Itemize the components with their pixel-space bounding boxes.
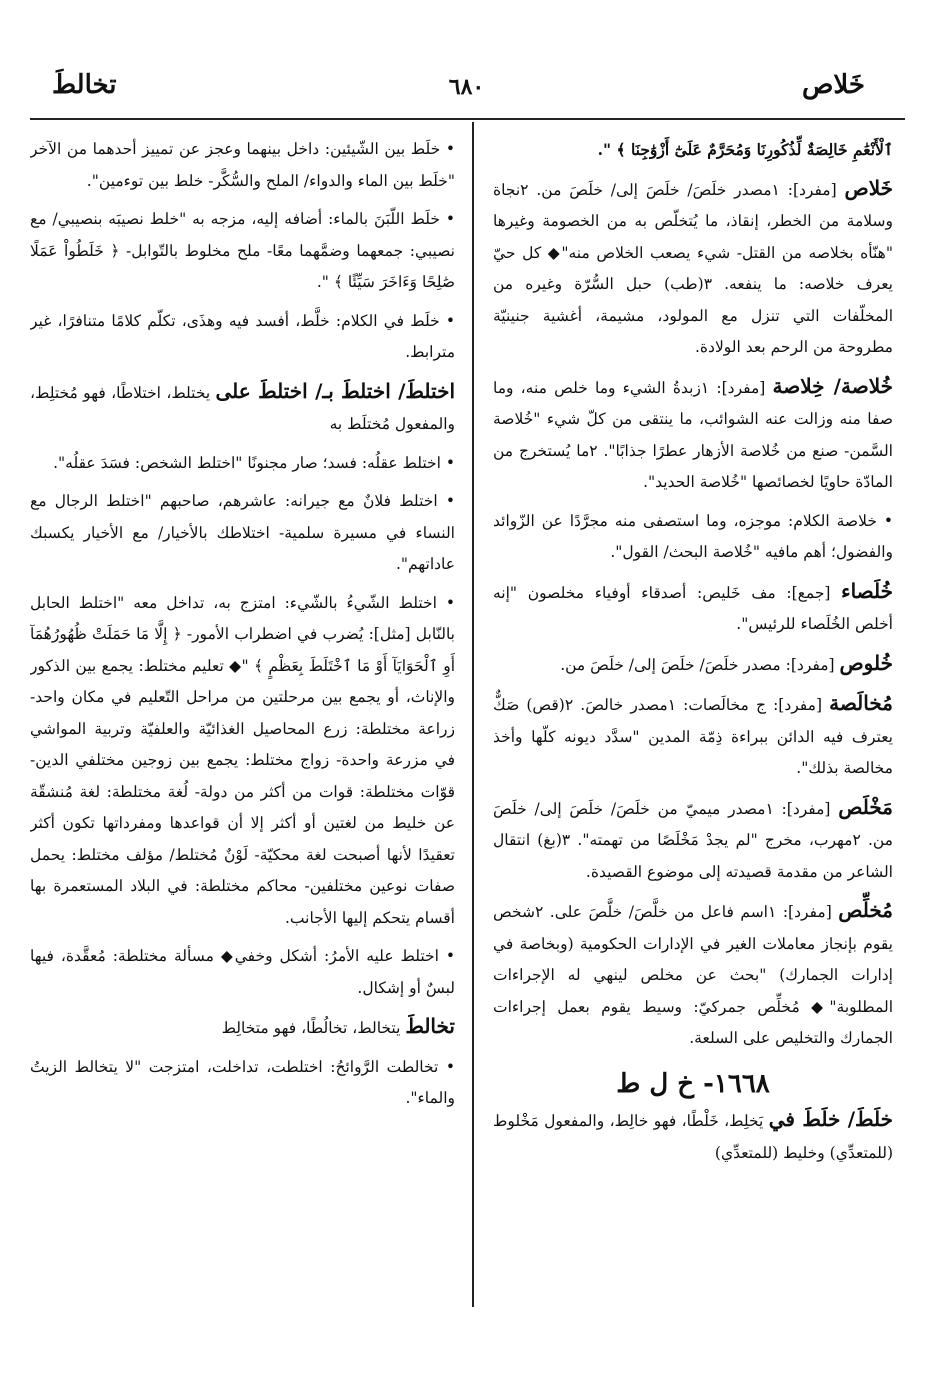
entry-definition: يتخالط، تخالُطًا، فهو متخالِط	[221, 1019, 406, 1037]
sub-entry: • خلَط اللّبَنَ بالماء: أضافه إليه، مزجه به "خلط نصيبَه بنصيبي/ مع نصيبي: جمعهما وضمَّهما معًا- ملح مخلوط بالتّوابل- ﴿ خَلَطُواْ عَمَلًا صَٰلِحًا وَءَاخَرَ سَيِّئًا ﴾ ".	[30, 210, 455, 291]
entry-headword: اختلطَ/ اختلطَ بـ/ اختلطَ على	[215, 378, 455, 403]
dictionary-entry	[493, 576, 893, 641]
page-number: ٦٨٠	[448, 74, 485, 100]
header-rule	[30, 118, 905, 120]
dictionary-entry	[493, 895, 893, 1055]
sub-entry: • تخالطت الرَّوائحُ: اختلطت، تداخلت، امتزجت "لا يتخالط الزيتُ والماء".	[30, 1057, 455, 1107]
entry-definition: يختلط، اختلاطًا، فهو مُختلِط، والمفعول مُختلَط به	[30, 383, 455, 433]
entry-headword: مَخْلَص	[838, 794, 893, 819]
sub-entry: • اختلط عليه الأمرُ: أشكل وخفي◆ مسألة مختلطة: مُعقَّدة، فيها لبسٌ أو إشكال.	[30, 947, 455, 997]
entry-definition: [مفرد]: ج مخالَصات: ١مصدر خالصَ. ٢(قص) صَكٌّ يعترف فيه الدائن ببراءة ذِمّة المدين "سدَّد ديونه كلّها وأخذ مخالصة بذلك".	[493, 696, 893, 777]
entry-definition: [مفرد]: ١اسم فاعل من خلَّصَ/ خلَّصَ على. ٢شخص يقوم بإنجاز معاملات الغير في الإدارات الحكومية (وبخاصة في إدارات الجمارك) "بحث عن مخلص لينهي له الإجراءات المطلوبة"◆ مُخلِّص جمركيّ: وسيط يقوم بعمل إجراءات الجمارك والتخليص على السلعة.	[493, 903, 893, 1047]
dictionary-entry	[493, 371, 893, 499]
entry-headword: خلَطَ/ خلَطَ في	[768, 1107, 893, 1131]
column-divider	[472, 122, 474, 1307]
entry-definition: [جمع]: مف خَليص: أصدقاء أوفياء مخلصون "إنه أخلص الخُلَصاء للرئيس".	[493, 583, 893, 633]
entry-headword: تخالطَ	[405, 1014, 455, 1038]
entry-headword: مُخالَصة	[829, 691, 893, 715]
dictionary-entry	[493, 648, 893, 682]
sub-entry: • اختلط فلانٌ مع جيرانه: عاشرهم، صاحبهم "اختلط الرجال مع النساء في مسيرة سلمية- اختلاطك بالأخيار/ مع الأخيار يكسبك عاداتهم".	[30, 492, 455, 573]
dictionary-entry	[493, 792, 893, 889]
dictionary-entry	[30, 376, 455, 441]
entry-headword: خُلوص	[839, 650, 893, 675]
entry-headword: خَلاص	[844, 175, 893, 200]
root-heading: ١٦٦٨- خ ل ط	[616, 1068, 770, 1099]
page-header	[40, 70, 893, 110]
entry-definition: [مفرد]: ١مصدر ميميّ من خلَصَ/ خلَصَ إلى/ خلَصَ من. ٢مهرب، مخرج "لم يجدْ مَخْلَصًا من تهمته". ٣(بغ) انتقال الشاعر من مقدمة قصيدته إلى موضوع القصيدة.	[493, 799, 893, 881]
sub-entry: • خلاصة الكلام: موجزه، وما استصفى منه مجرَّدًا عن الزّوائد والفضول؛ أهم مافيه "خُلاصة البحث/ القول".	[493, 511, 893, 561]
entry-headword: خُلَصاء	[841, 578, 893, 603]
dictionary-entry	[493, 173, 893, 364]
dictionary-entry	[493, 688, 893, 785]
header-guide-word-left: تخالطَ	[52, 70, 117, 100]
right-column	[493, 134, 893, 1314]
quran-quote: ٱلْأَنْعَٰمِ خَالِصَةٌ لِّذُكُورِنَا وَمُحَرَّمٌ عَلَىٰٓ أَزْوَٰجِنَا ﴾ ".	[597, 140, 893, 159]
entry-definition: [مفرد]: مصدر خلَصَ/ خلَصَ إلى/ خلَصَ من.	[560, 655, 840, 674]
dictionary-entry	[493, 1104, 893, 1169]
header-guide-word-right: خَلاص	[801, 70, 865, 100]
entry-headword: مُخلِّص	[838, 898, 893, 922]
dictionary-entry	[30, 1011, 455, 1045]
entry-headword: خُلاصة/ خِلاصة	[772, 373, 893, 398]
entry-definition: يَخلِط، خَلْطًا، فهو خالِط، والمفعول مَخْلوط (للمتعدِّي) وخليط (للمتعدِّي)	[493, 1112, 893, 1162]
sub-entry: • اختلط الشّيءُ بالشّيء: امتزج به، تداخل معه "اختلط الحابل بالنّابل [مثل]: يُضرب في اضطراب الأمور- ﴿ إِلَّا مَا حَمَلَتْ ظُهُورُهُمَآ أَوِ ٱلْحَوَايَآ أَوْ مَا ٱخْتَلَطَ بِعَظْمٍ ﴾ "◆ تعليم مختلط: يجمع بين الذكور والإناث، أو يجمع بين مرحلتين من مراحل التّعليم في مكان واحد- زراعة مختلطة: زرع المحاصيل الغذائيّة والعلفيّة وتربية المواشي في مزرعة واحدة- زواج مختلط: يجمع بين زوجين مختلفي الدين- قوّات مختلطة: قوات من أكثر من دولة- لُغة مختلطة: لغة مُنشقّة عن خليط من لغتين أو أكثر إلا أن قواعدها ومفرداتها تكون أكثر تعقيدًا لأنها أصبحت لغة محكيّة- لَوْنٌ مُختلط/ مؤلف مختلط: يحمل صفات نوعين مختلفين- محاكم مختلطة: في البلاد المستعمرة بها أقسام يتحكم إليها الأجانب.	[30, 593, 455, 927]
left-column	[30, 134, 455, 1314]
sub-entry: • خلَط في الكلام: خلَّط، أفسد فيه وهذَى، تكلّم كلامًا متنافرًا، غير مترابط.	[30, 311, 455, 361]
sub-entry: • اختلط عقلُه: فسد؛ صار مجنونًا "اختلط الشخص: فسَدَ عقلُه".	[53, 453, 455, 472]
entry-definition: [مفرد]: ١مصدر خلَصَ/ خلَصَ إلى/ خلَصَ من. ٢نجاة وسلامة من الخطر، إنقاذ، ما يُتخلّص به من الخصومة وغيرها "هنّأه بخلاصه من القتل- شيء يصعب الخلاص منه"◆ كل حيّ يعرف خلاصه: ما ينفعه. ٣(طب) حبل السُّرّة وغيره من المخلّفات التي تنزل مع المولود، مشيمة، أغشية جنينيّة مطروحة من الرحم بعد الولادة.	[493, 180, 893, 356]
entry-definition: [مفرد]: ١زبدةُ الشيء وما خلص منه، وما صفا منه وزالت عنه الشوائب، ما ينتقى من كلّ شيء "خُلاصة السَّمن- صنع من خُلاصة الأزهار عطرًا جذابًا". ٢ما يُستخرج من المادّة حاويًا لخصائصها "خُلاصة الحديد".	[493, 378, 893, 491]
sub-entry: • خلَط بين الشّيئين: داخل بينهما وعجز عن تمييز أحدهما من الآخر "خلَط بين الماء والدواء/ الملح والسُّكَّر- خلط بين توءمين".	[30, 140, 455, 190]
